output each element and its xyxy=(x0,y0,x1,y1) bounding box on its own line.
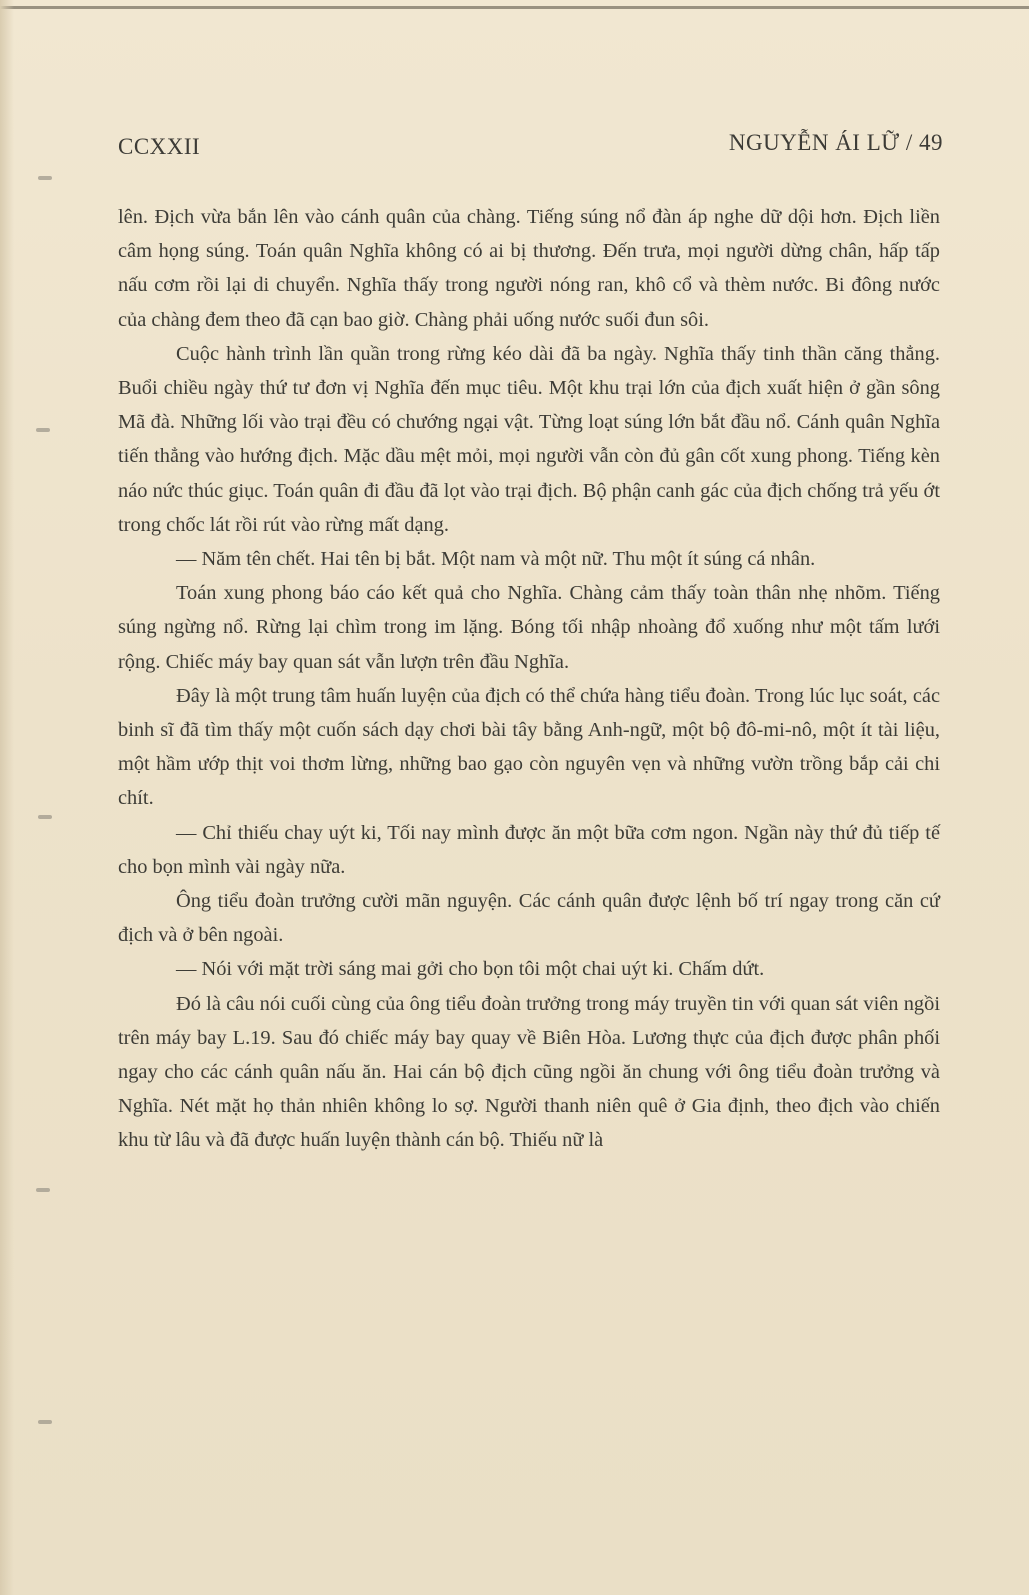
binding-mark xyxy=(38,1420,52,1424)
binding-mark xyxy=(38,176,52,180)
paragraph: Cuộc hành trình lần quần trong rừng kéo dài đã ba ngày. Nghĩa thấy tinh thần căng thẳng. Buổi chiều ngày thứ tư đơn vị Nghĩa đến mục tiêu. Một khu trại lớn của địch xuất hiện ở gần sông Mã đà. Những lối vào trại đều có chướng ngại vật. Từng loạt súng lớn bắt đầu nổ. Cánh quân Nghĩa tiến thẳng vào hướng địch. Mặc dầu mệt mỏi, mọi người vẫn còn đủ gân cốt xung phong. Tiếng kèn náo nức thúc giục. Toán quân đi đầu đã lọt vào trại địch. Bộ phận canh gác của địch chống trả yếu ớt trong chốc lát rồi rút vào rừng mất dạng. xyxy=(118,342,940,536)
paragraph: — Năm tên chết. Hai tên bị bắt. Một nam và một nữ. Thu một ít súng cá nhân. xyxy=(176,548,816,571)
page-edge-shadow xyxy=(0,0,14,1595)
running-header xyxy=(118,130,943,166)
paragraph: Đó là câu nói cuối cùng của ông tiểu đoàn trưởng trong máy truyền tin với quan sát viên ngồi trên máy bay L.19. Sau đó chiếc máy bay quay về Biên Hòa. Lương thực của địch được phân phối ngay cho các cánh quân nấu ăn. Hai cán bộ địch cũng ngồi ăn chung với ông tiểu đoàn trưởng và Nghĩa. Nét mặt họ thản nhiên không lo sợ. Người thanh niên quê ở Gia định, theo địch vào chiến khu từ lâu và đã được huấn luyện thành cán bộ. Thiếu nữ là xyxy=(118,992,940,1152)
page-title-and-number: NGUYỄN ÁI LỮ / 49 xyxy=(728,130,943,155)
paragraph: — Nói với mặt trời sáng mai gởi cho bọn tôi một chai uýt ki. Chấm dứt. xyxy=(176,958,765,981)
paragraph: lên. Địch vừa bắn lên vào cánh quân của chàng. Tiếng súng nổ đàn áp nghe dữ dội hơn. Địch liền câm họng súng. Toán quân Nghĩa không có ai bị thương. Đến trưa, mọi người dừng chân, hấp tấp nấu cơm rồi lại di chuyển. Nghĩa thấy trong người nóng ran, khô cổ và thèm nước. Bi đông nước của chàng đem theo đã cạn bao giờ. Chàng phải uống nước suối đun sôi. xyxy=(118,206,940,331)
top-rule xyxy=(0,6,1029,9)
paragraph: — Chỉ thiếu chay uýt ki, Tối nay mình được ăn một bữa cơm ngon. Ngần này thứ đủ tiếp tế cho bọn mình vài ngày nữa. xyxy=(118,821,940,878)
section-number: CCXXII xyxy=(118,134,201,159)
body-text xyxy=(118,200,940,1158)
paragraph: Đây là một trung tâm huấn luyện của địch có thể chứa hàng tiểu đoàn. Trong lúc lục soát, các binh sĩ đã tìm thấy một cuốn sách dạy chơi bài tây bằng Anh-ngữ, một bộ đô-mi-nô, một ít tài liệu, một hầm ướp thịt voi thơm lừng, những bao gạo còn nguyên vẹn và những vườn trồng bắp cải chi chít. xyxy=(118,684,940,810)
paragraph: Ông tiểu đoàn trưởng cười mãn nguyện. Các cánh quân được lệnh bố trí ngay trong căn cứ địch và ở bên ngoài. xyxy=(118,890,940,947)
paragraph: Toán xung phong báo cáo kết quả cho Nghĩa. Chàng cảm thấy toàn thân nhẹ nhõm. Tiếng súng ngừng nổ. Rừng lại chìm trong im lặng. Bóng tối nhập nhoàng đổ xuống như một tấm lưới rộng. Chiếc máy bay quan sát vẫn lượn trên đầu Nghĩa. xyxy=(118,582,940,673)
binding-mark xyxy=(38,815,52,819)
binding-mark xyxy=(36,428,50,432)
binding-mark xyxy=(36,1188,50,1192)
